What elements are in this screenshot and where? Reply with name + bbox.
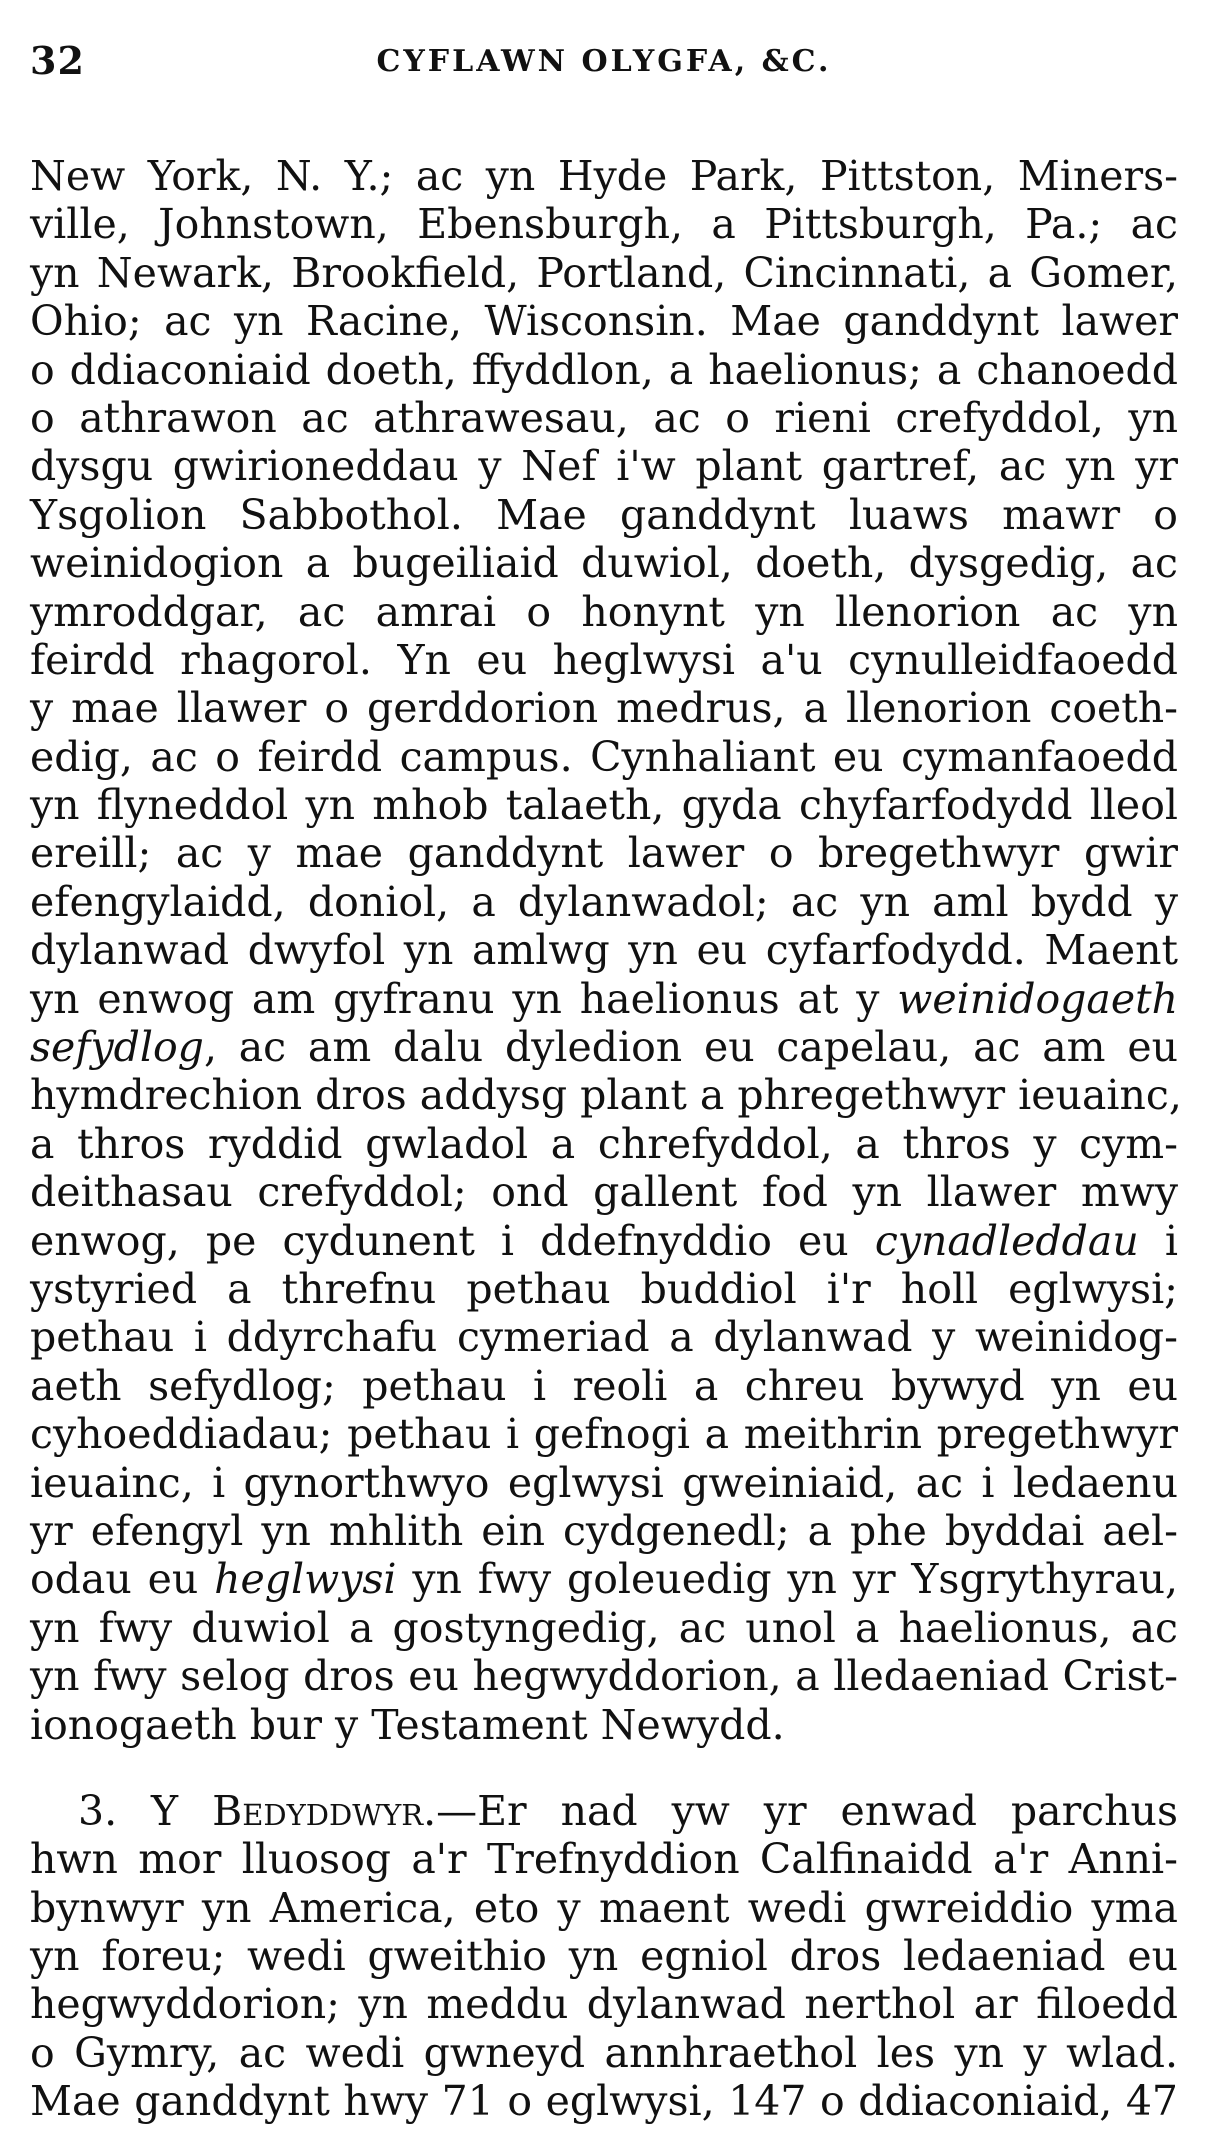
text-line: feirdd rhagorol. Yn eu heglwysi a'u cynulleidfaoedd: [30, 635, 1178, 684]
text-line: Ohio; ac yn Racine, Wisconsin. Mae ganddynt lawer: [30, 297, 1178, 346]
text-line: ystyried a threfnu pethau buddiol i'r holl eglwysi;: [30, 1264, 1178, 1313]
text-line: ereill; ac y mae ganddynt lawer o bregethwyr gwir: [30, 829, 1178, 878]
text-line: yn enwog am gyfranu yn haelionus at y weinidogaeth: [30, 974, 1178, 1023]
text-line: yn fwy duwiol a gostyngedig, ac unol a haelionus, ac: [30, 1603, 1178, 1652]
text-line: efengylaidd, doniol, a dylanwadol; ac yn aml bydd y: [30, 877, 1178, 926]
text-line: yn foreu; wedi gweithio yn egniol dros ledaeniad eu: [30, 1932, 1178, 1981]
text-line: edig, ac o feirdd campus. Cynhaliant eu cymanfaoedd: [30, 732, 1178, 781]
italic-term: weinidogaeth: [897, 974, 1178, 1023]
text-line: enwog, pe cydunent i ddefnyddio eu cynadleddau i: [30, 1216, 1178, 1265]
book-page: [30, 28, 1182, 2126]
text-line: o Gymry, ac wedi gwneyd annhraethol les yn y wlad.: [30, 2028, 1178, 2077]
text-line: pethau i ddyrchafu cymeriad a dylanwad y weinidog-: [30, 1313, 1178, 1362]
text-line: cyhoeddiadau; pethau i gefnogi a meithrin pregethwyr: [30, 1410, 1178, 1459]
text-line: odau eu heglwysi yn fwy goleuedig yn yr Ysgrythyrau,: [30, 1555, 1179, 1604]
paragraph-1: [30, 152, 1182, 1749]
text-line: New York, N. Y.; ac yn Hyde Park, Pittston, Miners-: [30, 152, 1178, 200]
paragraph-2: [30, 1787, 1178, 2126]
text-line: dysgu gwirioneddau y Nef i'w plant gartref, ac yn yr: [30, 442, 1178, 491]
text-line: hwn mor lluosog a'r Trefnyddion Calfinaidd a'r Anni-: [30, 1835, 1178, 1884]
italic-term: heglwysi: [214, 1555, 397, 1604]
text-line: ieuainc, i gynorthwyo eglwysi gweiniaid, ac i ledaenu: [30, 1458, 1178, 1507]
text-line: o ddiaconiaid doeth, ffyddlon, a haelionus; a chanoedd: [30, 345, 1178, 394]
text-line: yr efengyl yn mhlith ein cydgenedl; a phe byddai ael-: [30, 1506, 1178, 1555]
text-line: Ysgolion Sabbothol. Mae ganddynt luaws mawr o: [30, 490, 1178, 539]
text-line: ymroddgar, ac amrai o honynt yn llenorion ac yn: [30, 587, 1178, 636]
text-line: sefydlog, ac am dalu dyledion eu capelau, ac am eu: [30, 1023, 1178, 1072]
page-number: 32: [30, 38, 85, 83]
text-line: yn flyneddol yn mhob talaeth, gyda chyfarfodydd lleol: [30, 781, 1178, 830]
text-line: yn fwy selog dros eu hegwyddorion, a lledaeniad Crist-: [30, 1652, 1178, 1701]
text-line: a thros ryddid gwladol a chrefyddol, a thros y cym-: [30, 1119, 1178, 1168]
text-line: bynwyr yn America, eto y maent wedi gwreiddio yma: [30, 1883, 1178, 1932]
text-line: weinidogion a bugeiliaid duwiol, doeth, dysgedig, ac: [30, 539, 1178, 588]
text-line: 3. Y Bedyddwyr.—Er nad yw yr enwad parchus: [78, 1786, 1178, 1835]
text-line: dylanwad dwyfol yn amlwg yn eu cyfarfodydd. Maent: [30, 926, 1178, 975]
body-text: [30, 152, 1182, 2126]
text-line: deithasau crefyddol; ond gallent fod yn llawer mwy: [30, 1168, 1178, 1217]
section-heading: Bedyddwyr: [212, 1786, 424, 1835]
running-head: [30, 28, 1178, 98]
text-line: Mae ganddynt hwy 71 o eglwysi, 147 o ddiaconiaid, 47: [30, 2077, 1178, 2126]
text-line: o athrawon ac athrawesau, ac o rieni crefyddol, yn: [30, 393, 1178, 442]
text-line: hymdrechion dros addysg plant a phregethwyr ieuainc,: [30, 1071, 1182, 1120]
text-line: y mae llawer o gerddorion medrus, a llenorion coeth-: [30, 684, 1178, 733]
italic-term: sefydlog: [30, 1023, 204, 1072]
text-line: ionogaeth bur y Testament Newydd.: [30, 1700, 785, 1749]
text-line: hegwyddorion; yn meddu dylanwad nerthol ar filoedd: [30, 1980, 1178, 2029]
text-line: aeth sefydlog; pethau i reoli a chreu bywyd yn eu: [30, 1361, 1178, 1410]
running-title: CYFLAWN OLYGFA, &C.: [376, 44, 832, 79]
text-line: ville, Johnstown, Ebensburgh, a Pittsburgh, Pa.; ac: [30, 200, 1178, 249]
text-line: yn Newark, Brookfield, Portland, Cincinnati, a Gomer,: [30, 248, 1178, 297]
paragraph-gap: [30, 1749, 1178, 1787]
italic-term: cynadleddau: [874, 1216, 1139, 1265]
